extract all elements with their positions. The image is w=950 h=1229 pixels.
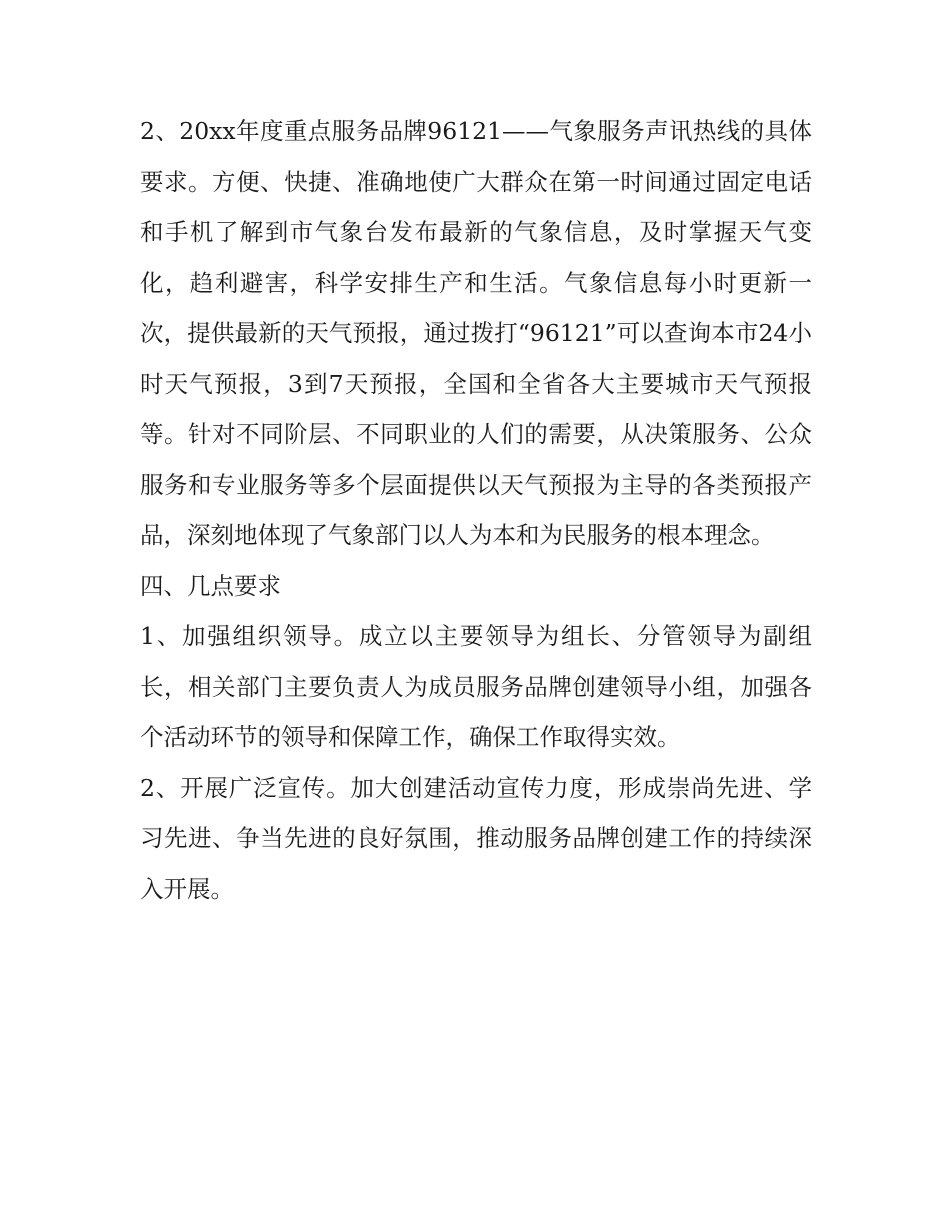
paragraph-brand-96121: 2、20xx年度重点服务品牌96121——气象服务声讯热线的具体要求。方便、快捷、准确地使广大群众在第一时间通过固定电话和手机了解到市气象台发布最新的气象信息，及时掌握天气变化，趋利避害，科学安排生产和生活。气象信息每小时更新一次，提供最新的天气预报，通过拨打“96121”可以查询本市24小时天气预报，3到7天预报，全国和全省各大主要城市天气预报等。针对不同阶层、不同职业的人们的需要，从决策服务、公众服务和专业服务等多个层面提供以天气预报为主导的各类预报产品，深刻地体现了气象部门以人为本和为民服务的根本理念。 [140, 117, 812, 549]
document-body [140, 106, 812, 914]
section-heading: 四、几点要求 [140, 571, 281, 600]
paragraph-requirement-1: 1、加强组织领导。成立以主要领导为组长、分管领导为副组长，相关部门主要负责人为成员服务品牌创建领导小组，加强各个活动环节的领导和保障工作，确保工作取得实效。 [140, 622, 812, 751]
paragraph-requirement-2: 2、开展广泛宣传。加大创建活动宣传力度，形成崇尚先进、学习先进、争当先进的良好氛围，推动服务品牌创建工作的持续深入开展。 [140, 773, 812, 903]
